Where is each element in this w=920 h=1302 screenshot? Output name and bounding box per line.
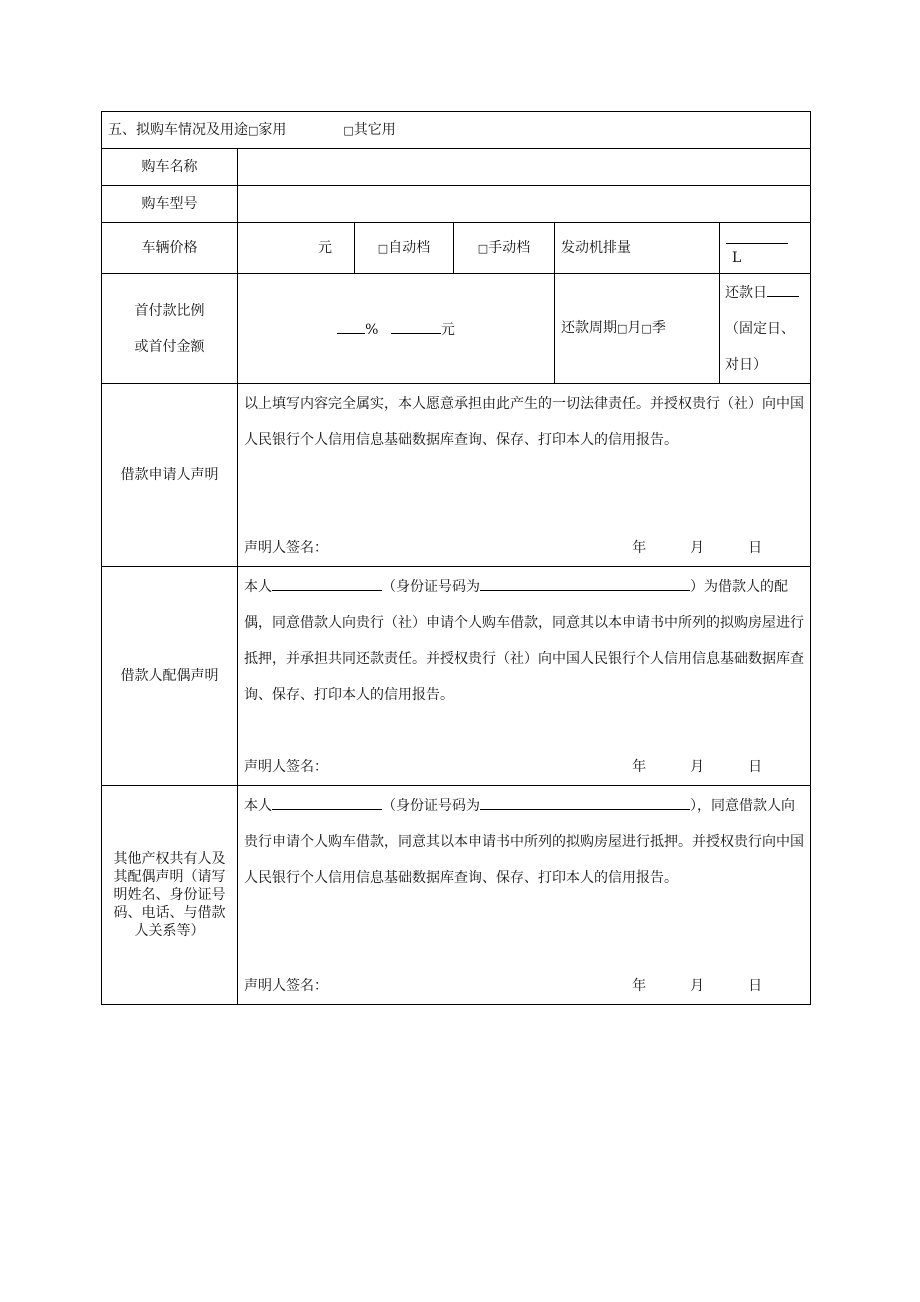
spouse-date-year: 年 (632, 759, 647, 775)
auto-transmission-cell (355, 223, 454, 274)
co-owner-declaration-row (102, 786, 811, 1005)
amount-unit: 元 (440, 321, 455, 338)
co-owner-text-part2: （身份证号码为 (382, 798, 480, 814)
auto-label: 自动档 (388, 239, 431, 256)
spouse-text-part3: ）为借款人的配偶，同意借款人向贵行（社）申请个人购车借款，同意其以本申请书中所列的拟购房屋进行抵押，并承担共同还款责任。并授权贵行（社）向中国人民银行个人信用信息基础数据库查询、保存、打印本人的信用报告。 (244, 579, 804, 703)
co-owner-name-blank[interactable] (272, 795, 382, 810)
car-name-row (102, 149, 811, 186)
co-owner-date-year: 年 (632, 978, 647, 994)
down-payment-row (102, 274, 811, 384)
applicant-date-day: 日 (748, 540, 763, 556)
manual-checkbox[interactable]: □ (477, 241, 489, 255)
applicant-signature-row (244, 530, 804, 566)
auto-checkbox[interactable]: □ (377, 241, 389, 255)
engine-label: 发动机排量 (555, 223, 720, 274)
spouse-id-blank[interactable] (480, 576, 690, 591)
down-payment-label (102, 274, 238, 384)
down-payment-label-line2: 或首付金额 (134, 338, 205, 355)
other-use-label: 其它用 (353, 121, 396, 138)
spouse-signature-row (244, 749, 804, 785)
percent-blank[interactable] (337, 319, 365, 334)
monthly-checkbox[interactable]: □ (617, 322, 628, 335)
price-field[interactable] (238, 223, 355, 274)
co-owner-signature-row (244, 968, 804, 1004)
repay-cycle-label: 还款周期 (561, 320, 617, 336)
co-owner-signature-label[interactable]: 声明人签名： (244, 978, 328, 994)
applicant-declaration-label: 借款申请人声明 (102, 384, 238, 567)
price-unit: 元 (318, 240, 332, 256)
spouse-date-day: 日 (748, 759, 763, 775)
amount-blank[interactable] (391, 319, 441, 334)
repay-cycle-cell (555, 274, 720, 384)
repay-day-note-2: 对日） (725, 356, 767, 373)
applicant-signature-label[interactable]: 声明人签名： (244, 540, 328, 556)
repay-day-label: 还款日 (725, 284, 767, 301)
percent-sign: % (365, 321, 379, 338)
applicant-declaration-body (238, 384, 811, 567)
co-owner-text-part1: 本人 (244, 798, 272, 814)
co-owner-text-part3: ），同意借款人向贵行申请个人购车借款，同意其以本申请书中所列的拟购房屋进行抵押。并授权贵行向中国人民银行个人信用信息基础数据库查询、保存、打印本人的信用报告。 (244, 798, 804, 886)
spouse-signature-label[interactable]: 声明人签名： (244, 759, 328, 775)
engine-field[interactable] (720, 223, 811, 274)
manual-transmission-cell (454, 223, 555, 274)
applicant-date-year: 年 (632, 540, 647, 556)
car-model-field[interactable] (238, 186, 811, 223)
car-model-label: 购车型号 (102, 186, 238, 223)
car-loan-form-table (101, 111, 811, 1005)
purpose-row (102, 112, 811, 149)
car-name-label: 购车名称 (102, 149, 238, 186)
purpose-label: 五、拟购车情况及用途 (108, 121, 248, 138)
monthly-label: 月 (627, 320, 642, 336)
repay-day-cell (720, 274, 811, 384)
other-use-checkbox[interactable]: □ (343, 123, 354, 137)
home-use-checkbox[interactable]: □ (248, 123, 259, 137)
co-owner-id-blank[interactable] (480, 795, 690, 810)
price-row (102, 223, 811, 274)
co-owner-declaration-text (244, 786, 804, 968)
spouse-declaration-body (238, 567, 811, 786)
car-name-field[interactable] (238, 149, 811, 186)
quarterly-checkbox[interactable]: □ (641, 322, 652, 335)
price-label: 车辆价格 (102, 223, 238, 274)
spouse-text-part1: 本人 (244, 579, 272, 595)
spouse-name-blank[interactable] (272, 576, 382, 591)
spouse-date-month: 月 (690, 759, 705, 775)
engine-unit: L (732, 250, 742, 266)
applicant-declaration-row (102, 384, 811, 567)
manual-label: 手动档 (488, 239, 531, 256)
engine-blank[interactable] (726, 229, 788, 244)
purpose-cell (102, 112, 811, 149)
spouse-declaration-text (244, 567, 804, 749)
applicant-date-month: 月 (690, 540, 705, 556)
spouse-text-part2: （身份证号码为 (382, 579, 480, 595)
applicant-declaration-text: 以上填写内容完全属实，本人愿意承担由此产生的一切法律责任。并授权贵行（社）向中国人民银行个人信用信息基础数据库查询、保存、打印本人的信用报告。 (244, 396, 804, 448)
car-model-row (102, 186, 811, 223)
repay-day-note-1: （固定日、 (725, 320, 795, 337)
co-owner-date-month: 月 (690, 978, 705, 994)
down-payment-label-line1: 首付款比例 (134, 302, 205, 319)
co-owner-declaration-body (238, 786, 811, 1005)
repay-day-blank[interactable] (767, 282, 799, 297)
co-owner-declaration-label: 其他产权共有人及其配偶声明（请写明姓名、身份证号码、电话、与借款人关系等） (102, 786, 238, 1005)
quarterly-label: 季 (651, 320, 666, 336)
down-payment-field[interactable] (238, 274, 555, 384)
spouse-declaration-row (102, 567, 811, 786)
home-use-label: 家用 (258, 121, 287, 138)
co-owner-date-day: 日 (748, 978, 763, 994)
spouse-declaration-label: 借款人配偶声明 (102, 567, 238, 786)
